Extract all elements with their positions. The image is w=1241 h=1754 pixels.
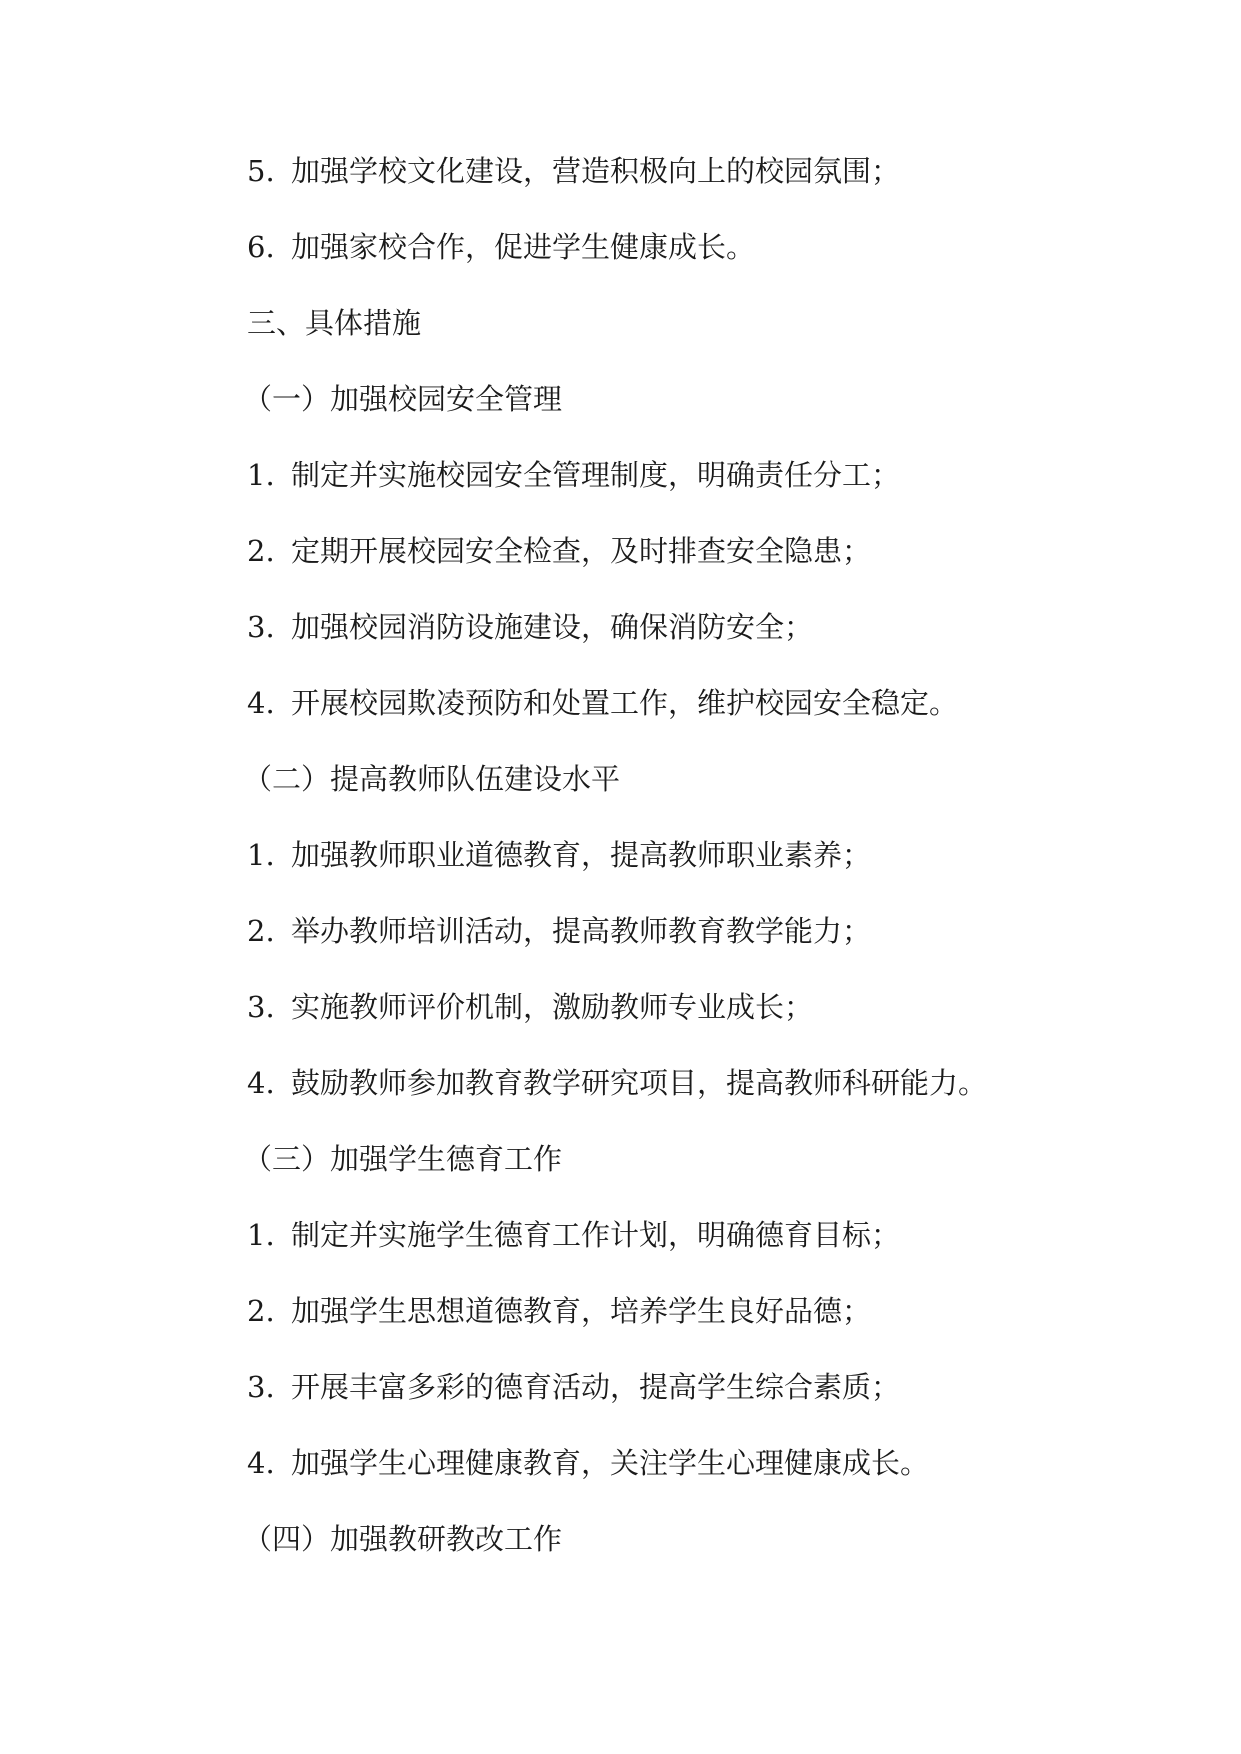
list-number: 5. [247,154,275,188]
heading-text: （一）加强校园安全管理 [243,382,563,416]
heading-text: （三）加强学生德育工作 [243,1142,563,1176]
list-item [247,982,1147,1058]
list-number: 2. [247,914,275,948]
list-text: 加强学生心理健康教育，关注学生心理健康成长。 [291,1446,930,1480]
list-item [247,602,1147,678]
list-text: 开展丰富多彩的德育活动，提高学生综合素质； [291,1370,901,1404]
list-number: 2. [247,1294,275,1328]
list-item [247,1362,1147,1438]
list-item [247,830,1147,906]
section-heading [247,298,1147,374]
list-text: 加强校园消防设施建设，确保消防安全； [291,610,814,644]
list-item [247,1210,1147,1286]
list-text: 举办教师培训活动，提高教师教育教学能力； [291,914,872,948]
list-number: 1. [247,1218,275,1252]
list-text: 加强学生思想道德教育，培养学生良好品德； [291,1294,872,1328]
list-text: 实施教师评价机制，激励教师专业成长； [291,990,814,1024]
list-number: 3. [247,990,275,1024]
document-body [243,146,1147,1590]
list-item [247,678,1147,754]
list-item [247,146,1147,222]
list-item [247,526,1147,602]
list-item [247,1438,1147,1514]
list-item [247,450,1147,526]
list-number: 2. [247,534,275,568]
list-text: 加强学校文化建设，营造积极向上的校园氛围； [291,154,901,188]
subsection-heading [243,754,1147,830]
list-text: 加强教师职业道德教育，提高教师职业素养； [291,838,872,872]
list-text: 制定并实施校园安全管理制度，明确责任分工； [291,458,901,492]
subsection-heading [243,374,1147,450]
heading-text: （二）提高教师队伍建设水平 [243,762,621,796]
list-number: 6. [247,230,275,264]
list-number: 3. [247,1370,275,1404]
list-item [247,222,1147,298]
list-item [247,1058,1147,1134]
list-text: 定期开展校园安全检查，及时排查安全隐患； [291,534,872,568]
list-number: 1. [247,838,275,872]
list-text: 开展校园欺凌预防和处置工作，维护校园安全稳定。 [291,686,959,720]
list-number: 3. [247,610,275,644]
subsection-heading [243,1134,1147,1210]
list-number: 1. [247,458,275,492]
list-text: 加强家校合作，促进学生健康成长。 [291,230,756,264]
list-number: 4. [247,1446,275,1480]
list-number: 4. [247,1066,275,1100]
list-item [247,906,1147,982]
heading-text: 三、具体措施 [247,306,422,340]
list-text: 制定并实施学生德育工作计划，明确德育目标； [291,1218,901,1252]
list-number: 4. [247,686,275,720]
list-text: 鼓励教师参加教育教学研究项目，提高教师科研能力。 [291,1066,988,1100]
list-item [247,1286,1147,1362]
subsection-heading [243,1514,1147,1590]
heading-text: （四）加强教研教改工作 [243,1522,563,1556]
